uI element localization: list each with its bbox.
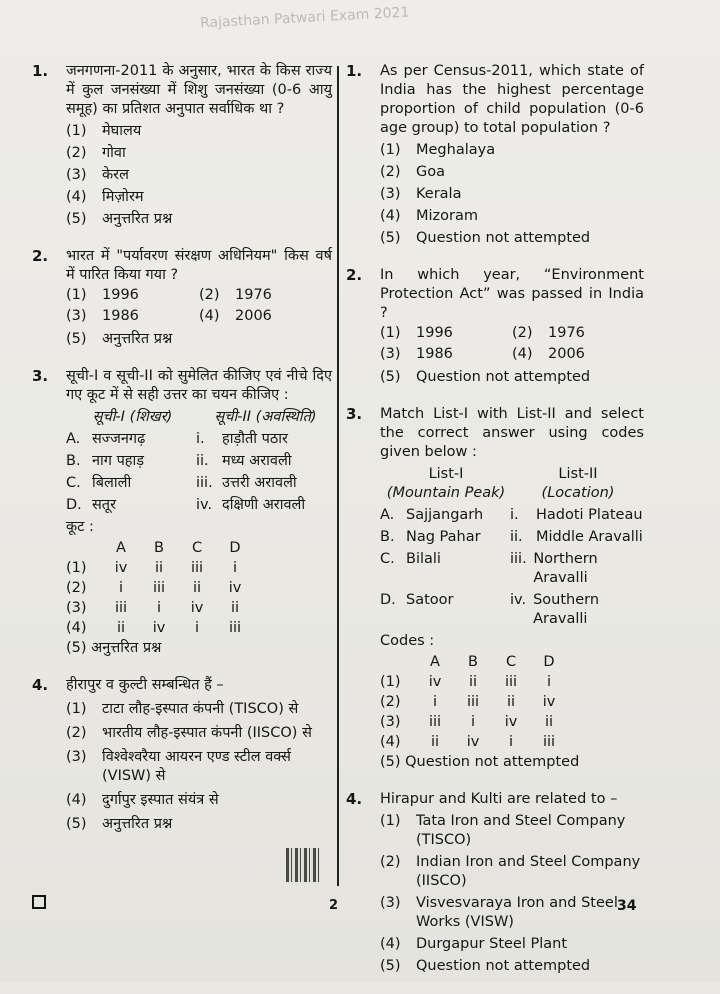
match-row: D. सतूर iv. दक्षिणी अरावली <box>66 497 306 513</box>
question-2-hindi <box>32 247 332 349</box>
page-number-inner: 2 <box>329 898 339 913</box>
qr-code-icon <box>286 848 320 882</box>
option: (4) मिज़ोरम <box>66 189 144 205</box>
option: (5) अनुत्तरित प्रश्न <box>66 640 162 656</box>
list-heading: List-I <box>428 466 464 482</box>
option: (1) मेघालय <box>66 123 142 139</box>
option: (5) अनुत्तरित प्रश्न <box>66 816 173 832</box>
option: (5) अनुत्तरित प्रश्न <box>66 211 173 227</box>
question-number: 2. <box>346 266 363 284</box>
list-heading: List-II <box>558 466 598 482</box>
question-1-hindi <box>32 62 332 229</box>
option: (5) Question not attempted <box>380 230 591 246</box>
option: (3) विश्वेश्वरैया आयरन एण्ड स्टील वर्क्स (VISW) से <box>66 749 291 784</box>
match-row: C. Bilali iii. Northern Aravalli <box>380 551 598 586</box>
question-3-hindi <box>32 367 332 658</box>
option: (4) Mizoram <box>380 208 478 224</box>
page-number: 34 <box>617 898 637 914</box>
column-divider <box>337 66 339 886</box>
option: (2) Indian Iron and Steel Company (IISCO) <box>380 854 641 889</box>
question-stem: In which year, “Environment Protection Act” was passed in India ? <box>380 267 644 321</box>
hindi-column <box>32 62 332 852</box>
question-number: 3. <box>32 367 49 385</box>
list-subheading: (Mountain Peak) <box>386 485 506 501</box>
codes-label: कूट : <box>66 519 94 535</box>
option: (1) 1996 <box>380 325 453 341</box>
list-heading: सूची-I (शिखर) <box>92 409 173 425</box>
question-1-english <box>346 62 644 248</box>
english-column <box>346 62 644 994</box>
option: (2) गोवा <box>66 145 126 161</box>
question-number: 2. <box>32 247 49 265</box>
option: (4) 2006 <box>199 308 272 324</box>
option: (1) Tata Iron and Steel Company (TISCO) <box>380 813 626 848</box>
bleed-through-text: Rajasthan Patwari Exam 2021 <box>199 4 410 32</box>
question-stem: भारत में "पर्यावरण संरक्षण अधिनियम" किस वर्ष में पारित किया गया ? <box>66 248 332 283</box>
option: (1) Meghalaya <box>380 142 496 158</box>
option: (3) Kerala <box>380 186 462 202</box>
option: (4) 2006 <box>512 346 585 362</box>
option: (2) 1976 <box>199 287 272 303</box>
question-number: 1. <box>32 62 49 80</box>
list-heading: सूची-II (अवस्थिति) <box>214 409 317 425</box>
question-stem: Hirapur and Kulti are related to – <box>380 791 618 807</box>
question-stem: जनगणना-2011 के अनुसार, भारत के किस राज्य में कुल जनसंख्या में शिशु जनसंख्या (0-6 आयु समूह) का प्रतिशत अनुपात सर्वाधिक था ? <box>66 63 332 117</box>
option: (1) 1996 <box>66 287 139 303</box>
option: (3) Visvesvaraya Iron and Steel Works (VISW) <box>380 895 618 930</box>
question-4-hindi <box>32 676 332 834</box>
question-2-english <box>346 266 644 387</box>
match-row: A. Sajjangarh i. Hadoti Plateau <box>380 507 643 523</box>
option: (5) Question not attempted <box>380 958 591 974</box>
match-row: B. नाग पहाड़ ii. मध्य अरावली <box>66 453 292 469</box>
codes-table: A B C D (1) iv ii iii i (2) i iii ii iv (3) iii i iv ii (4) ii iv i iii <box>66 540 242 636</box>
match-row: D. Satoor iv. Southern Aravalli <box>380 592 600 627</box>
question-stem: सूची-I व सूची-II को सुमेलित कीजिए एवं नीचे दिए गए कूट में से सही उत्तर का चयन कीजिए : <box>66 368 332 403</box>
match-row: B. Nag Pahar ii. Middle Aravalli <box>380 529 643 545</box>
option: (2) Goa <box>380 164 445 180</box>
registration-square-icon <box>32 895 46 909</box>
option: (4) दुर्गापुर इस्पात संयंत्र से <box>66 792 219 808</box>
option: (3) 1986 <box>66 308 139 324</box>
match-row: A. सज्जनगढ़ i. हाड़ौती पठार <box>66 431 288 447</box>
question-3-english <box>346 405 644 772</box>
question-number: 3. <box>346 405 363 423</box>
question-4-english <box>346 790 644 976</box>
option: (4) Durgapur Steel Plant <box>380 936 568 952</box>
question-stem: हीरापुर व कुल्टी सम्बन्धित हैं – <box>66 677 224 693</box>
option: (3) 1986 <box>380 346 453 362</box>
codes-label: Codes : <box>380 633 435 649</box>
option: (5) Question not attempted <box>380 754 580 770</box>
option: (5) अनुत्तरित प्रश्न <box>66 331 173 347</box>
question-number: 1. <box>346 62 363 80</box>
question-number: 4. <box>32 676 49 694</box>
match-row: C. बिलाली iii. उत्तरी अरावली <box>66 475 297 491</box>
question-number: 4. <box>346 790 363 808</box>
option: (2) भारतीय लौह-इस्पात कंपनी (IISCO) से <box>66 725 312 741</box>
option: (2) 1976 <box>512 325 585 341</box>
question-stem: As per Census-2011, which state of India has the highest percentage proportion of child population (0-6 age group) to total population ? <box>380 63 644 136</box>
option: (3) केरल <box>66 167 129 183</box>
list-subheading: (Location) <box>541 485 615 501</box>
option: (5) Question not attempted <box>380 369 591 385</box>
option: (1) टाटा लौह-इस्पात कंपनी (TISCO) से <box>66 701 299 717</box>
question-stem: Match List-I with List-II and select the correct answer using codes given below : <box>380 406 644 460</box>
codes-table: A B C D (1) iv ii iii i (2) i iii ii iv (3) iii i iv ii (4) ii iv i iii <box>380 654 556 750</box>
